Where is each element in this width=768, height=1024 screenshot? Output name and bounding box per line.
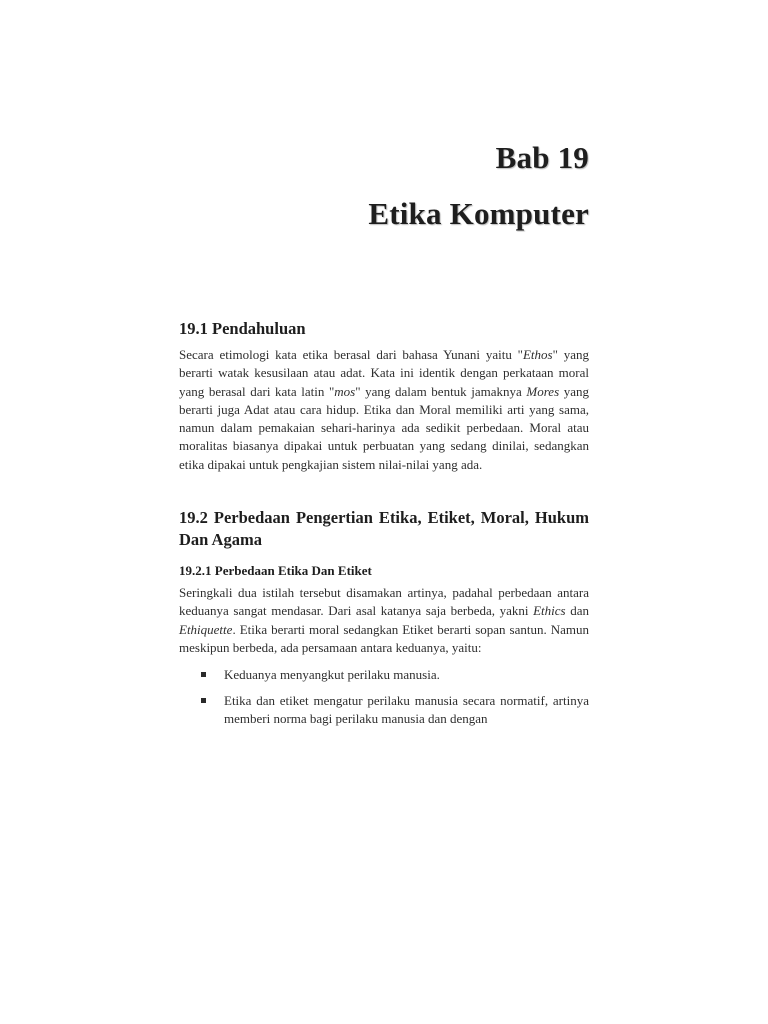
text-run: Seringkali dua istilah tersebut disamakan artinya, padahal perbedaan antara keduanya sangat mendasar. Dari asal katanya saja berbeda, yakni [179,585,589,619]
section-heading-perbedaan: 19.2 Perbedaan Pengertian Etika, Etiket, Moral, Hukum Dan Agama [179,508,589,550]
section-paragraph-pendahuluan [179,346,589,474]
square-bullet-icon [201,672,206,677]
text-run: " yang berarti watak kesusilaan atau adat. Kata ini identik dengan perkataan moral yang berasal dari kata latin " [179,347,590,399]
bullet-list [179,666,589,728]
section-heading-pendahuluan: 19.1 Pendahuluan [179,319,306,338]
italic-term: Mores [526,383,560,399]
subsection-paragraph-etika-etiket [179,584,589,657]
body-content [179,318,589,735]
subsection-heading-etika-etiket: 19.2.1 Perbedaan Etika Dan Etiket [179,563,372,579]
italic-term: Ethos [522,347,553,362]
list-item-text: Keduanya menyangkut perilaku manusia. [224,667,440,683]
chapter-title: Etika Komputer [368,196,589,231]
text-run: . Etika berarti moral sedangkan Etiket berarti sopan santun. Namun meskipun berbeda, ada persamaan antara keduanya, yaitu: [179,621,589,655]
italic-term: Ethiquette [179,621,233,637]
list-item [179,666,589,684]
text-run: Secara etimologi kata etika berasal dari bahasa Yunani yaitu " [179,347,523,362]
square-bullet-icon [201,698,206,703]
text-run: yang berarti juga Adat atau cara hidup. Etika dan Moral memiliki arti yang sama, namun dalam pemakaian sehari-harinya ada sedikit perbedaan. Moral atau moralitas biasanya dipakai untuk perbuatan yang sedang dinilai, sedangkan etika dipakai untuk pengkajian sistem nilai-nilai yang ada. [179,383,589,472]
text-run: dan [565,603,589,619]
italic-term: Ethics [533,603,566,619]
italic-term: mos [334,383,356,399]
chapter-number: Bab 19 [495,140,589,175]
text-run: " yang dalam bentuk jamaknya [355,383,527,399]
list-item-text: Etika dan etiket mengatur perilaku manusia secara normatif, artinya memberi norma bagi perilaku manusia dan dengan [224,692,589,726]
list-item [179,692,589,729]
